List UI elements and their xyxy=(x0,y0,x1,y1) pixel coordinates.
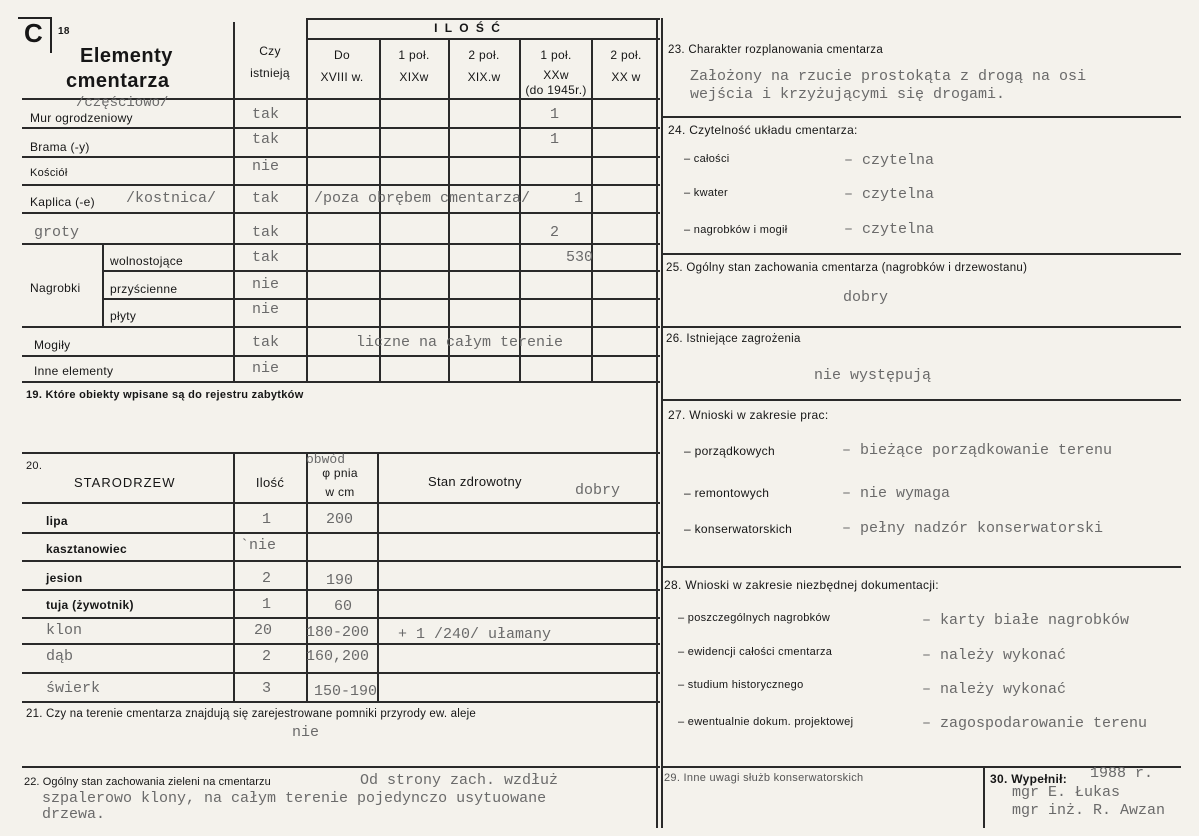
q20-title: STARODRZEW xyxy=(74,475,176,490)
rule xyxy=(22,617,660,619)
period-1-l1: Do xyxy=(334,48,350,62)
rule xyxy=(661,399,1181,401)
kaplica-label: Kaplica (-e) xyxy=(30,195,95,209)
mogily-exists: tak xyxy=(252,334,280,351)
tree-qty: 20 xyxy=(254,622,273,639)
plyty-label: płyty xyxy=(110,309,137,323)
rule xyxy=(448,38,450,381)
kosciol-label: Kościół xyxy=(30,167,68,179)
period-4-l3: (do 1945r.) xyxy=(525,83,587,97)
q28-item-value: – należy wykonać xyxy=(922,647,1067,664)
mur-label: Mur ogrodzeniowy xyxy=(30,111,133,125)
q21-answer: nie xyxy=(292,724,320,741)
period-3-l1: 2 poł. xyxy=(468,48,500,62)
q24-item-value: – czytelna xyxy=(844,152,935,169)
rule xyxy=(983,766,985,828)
mur-note: /częściowo/ xyxy=(76,95,169,111)
q29-label: 29. Inne uwagi służb konserwatorskich xyxy=(664,772,864,784)
q23-line1: Założony na rzucie prostokąta z drogą na osi xyxy=(690,68,1087,85)
rule xyxy=(102,298,660,300)
rule xyxy=(661,253,1181,255)
q28-item-label: – ewentualnie dokum. projektowej xyxy=(678,716,854,728)
q22-line3: drzewa. xyxy=(42,806,106,823)
q20-obwod-note: obwód xyxy=(306,452,346,467)
q24-item-label: – kwater xyxy=(684,187,728,199)
period-4-l1: 1 poł. xyxy=(540,48,572,62)
tree-note: + 1 /240/ ułamany xyxy=(398,626,552,643)
tree-qty: 2 xyxy=(262,570,272,587)
mur-exists: tak xyxy=(252,106,280,123)
rule xyxy=(102,270,660,272)
brama-qty: 1 xyxy=(550,131,560,148)
section-number: 18 xyxy=(58,26,70,37)
ilosc-header: I L O Ś Ć xyxy=(434,21,502,35)
rule xyxy=(519,38,521,381)
rule xyxy=(22,127,660,129)
brama-exists: tak xyxy=(252,131,280,148)
plyty-exists: nie xyxy=(252,301,280,318)
tree-size: 190 xyxy=(326,572,354,589)
period-4-l2: XXw xyxy=(543,68,569,82)
rule xyxy=(22,156,660,158)
tree-name: jesion xyxy=(46,571,83,585)
inne-label: Inne elementy xyxy=(34,364,114,378)
rule xyxy=(22,560,660,562)
q20-num: 20. xyxy=(26,460,43,472)
q23-label: 23. Charakter rozplanowania cmentarza xyxy=(668,44,884,56)
przyscienne-label: przyścienne xyxy=(110,282,178,296)
tree-size: 150-190 xyxy=(314,683,378,700)
q27-item-label: – konserwatorskich xyxy=(684,522,793,536)
tree-size: 200 xyxy=(326,511,354,528)
q26-value: nie występują xyxy=(814,367,932,384)
rule xyxy=(233,452,235,701)
section-letter: C xyxy=(24,18,44,48)
rule xyxy=(22,243,660,245)
groty-exists: tak xyxy=(252,224,280,241)
elements-title-1: Elementy xyxy=(80,45,173,67)
q27-item-value: – bieżące porządkowanie terenu xyxy=(842,442,1113,459)
rule xyxy=(661,566,1181,568)
rule xyxy=(661,116,1181,118)
q23-line2: wejścia i krzyżującymi się drogami. xyxy=(690,86,1006,103)
period-3-l2: XIX.w xyxy=(467,70,501,84)
tree-qty: 2 xyxy=(262,648,272,665)
q25-label: 25. Ogólny stan zachowania cmentarza (nagrobków i drzewostanu) xyxy=(666,262,1028,274)
q24-item-value: – czytelna xyxy=(844,186,935,203)
kaplica-note: /kostnica/ xyxy=(126,190,217,207)
period-2-l1: 1 poł. xyxy=(398,48,430,62)
rule xyxy=(102,243,104,326)
q20-pnia: φ pnia xyxy=(322,466,358,480)
kosciol-exists: nie xyxy=(252,158,280,175)
period-2-l2: XIXw xyxy=(399,70,429,84)
tree-name: dąb xyxy=(46,648,74,665)
mur-qty: 1 xyxy=(550,106,560,123)
q20-stan-value: dobry xyxy=(575,482,621,499)
rule xyxy=(233,22,235,381)
tree-name: lipa xyxy=(46,514,68,528)
rule xyxy=(661,18,663,828)
q28-item-value: – należy wykonać xyxy=(922,681,1067,698)
q28-label: 28. Wnioski w zakresie niezbędnej dokumentacji: xyxy=(664,578,939,592)
q27-item-value: – pełny nadzór konserwatorski xyxy=(842,520,1104,537)
wolnostojace-qty: 530 xyxy=(566,249,594,266)
q28-item-label: – studium historycznego xyxy=(678,679,804,691)
tree-size: 180-200 xyxy=(306,624,370,641)
wolnostojace-exists: tak xyxy=(252,249,280,266)
inne-exists: nie xyxy=(252,360,280,377)
q24-item-value: – czytelna xyxy=(844,221,935,238)
rule xyxy=(22,381,660,383)
groty-label: groty xyxy=(34,224,80,241)
q27-item-label: – porządkowych xyxy=(684,444,775,458)
period-5-l1: 2 poł. xyxy=(610,48,642,62)
tree-size: 160,200 xyxy=(306,648,370,665)
tree-qty: 1 xyxy=(262,511,272,528)
tree-size: 60 xyxy=(334,598,353,615)
q30-label: 30. Wypełnił: xyxy=(990,772,1068,786)
q28-item-label: – ewidencji całości cmentarza xyxy=(678,646,833,658)
rule xyxy=(22,212,660,214)
rule xyxy=(661,326,1181,328)
rule xyxy=(22,766,660,768)
q22-label: 22. Ogólny stan zachowania zieleni na cmentarzu xyxy=(24,776,271,788)
tree-name: świerk xyxy=(46,680,101,697)
rule xyxy=(22,672,660,674)
q25-value: dobry xyxy=(843,289,889,306)
wolnostojace-label: wolnostojące xyxy=(110,254,183,268)
q19-label: 19. Które obiekty wpisane są do rejestru zabytków xyxy=(26,389,304,401)
rule xyxy=(306,18,308,381)
rule xyxy=(591,38,593,381)
groty-qty: 2 xyxy=(550,224,560,241)
rule xyxy=(22,502,660,504)
q22-line1: Od strony zach. wzdłuż xyxy=(360,772,559,789)
q27-label: 27. Wnioski w zakresie prac: xyxy=(668,408,829,422)
period-5-l2: XX w xyxy=(611,70,641,84)
rule xyxy=(22,184,660,186)
kaplica-qty: 1 xyxy=(574,190,584,207)
przyscienne-exists: nie xyxy=(252,276,280,293)
mogily-remark: liczne na całym terenie xyxy=(356,334,564,351)
brama-label: Brama (-y) xyxy=(30,140,90,154)
kaplica-remark: /poza obrębem cmentarza/ xyxy=(314,190,531,207)
period-1-l2: XVIII w. xyxy=(320,70,364,84)
elements-title-2: cmentarza xyxy=(66,70,170,92)
rule xyxy=(22,326,660,328)
q24-item-label: – całości xyxy=(684,153,730,165)
q20-stan: Stan zdrowotny xyxy=(428,474,522,489)
q28-item-value: – zagospodarowanie terenu xyxy=(922,715,1148,732)
q30-person2: mgr inż. R. Awzan xyxy=(1012,802,1166,819)
rule xyxy=(379,38,381,381)
q28-item-label: – poszczególnych nagrobków xyxy=(678,612,831,624)
tree-name: klon xyxy=(46,622,83,639)
tree-qty: `nie xyxy=(240,537,277,554)
q20-wcm: w cm xyxy=(325,485,355,499)
mogily-label: Mogiły xyxy=(34,338,71,352)
kaplica-exists: tak xyxy=(252,190,280,207)
rule xyxy=(306,18,660,20)
rule xyxy=(306,38,660,40)
tree-qty: 3 xyxy=(262,680,272,697)
nagrobki-label: Nagrobki xyxy=(30,281,81,295)
rule xyxy=(377,452,379,701)
tree-qty: 1 xyxy=(262,596,272,613)
tree-name: kasztanowiec xyxy=(46,542,127,556)
rule xyxy=(22,643,660,645)
rule xyxy=(22,701,660,703)
q20-ilosc: Ilość xyxy=(255,475,285,490)
q26-label: 26. Istniejące zagrożenia xyxy=(666,333,801,345)
rule xyxy=(22,355,660,357)
q24-item-label: – nagrobków i mogił xyxy=(684,224,788,236)
q28-item-value: – karty białe nagrobków xyxy=(922,612,1130,629)
q27-item-label: – remontowych xyxy=(684,486,770,500)
col-czy-1: Czy xyxy=(259,44,281,58)
q24-label: 24. Czytelność układu cmentarza: xyxy=(668,123,858,137)
rule xyxy=(656,18,658,828)
col-czy-2: istnieją xyxy=(250,66,290,80)
q30-person1: mgr E. Łukas xyxy=(1012,784,1121,801)
tree-name: tuja (żywotnik) xyxy=(46,598,134,612)
rule xyxy=(22,532,660,534)
rule xyxy=(22,589,660,591)
q21-label: 21. Czy na terenie cmentarza znajdują się zarejestrowane pomniki przyrody ew. aleje xyxy=(26,708,476,720)
q27-item-value: – nie wymaga xyxy=(842,485,951,502)
q30-year: 1988 r. xyxy=(1090,765,1154,782)
q22-line2: szpalerowo klony, na całym terenie pojedynczo usytuowane xyxy=(42,790,547,807)
